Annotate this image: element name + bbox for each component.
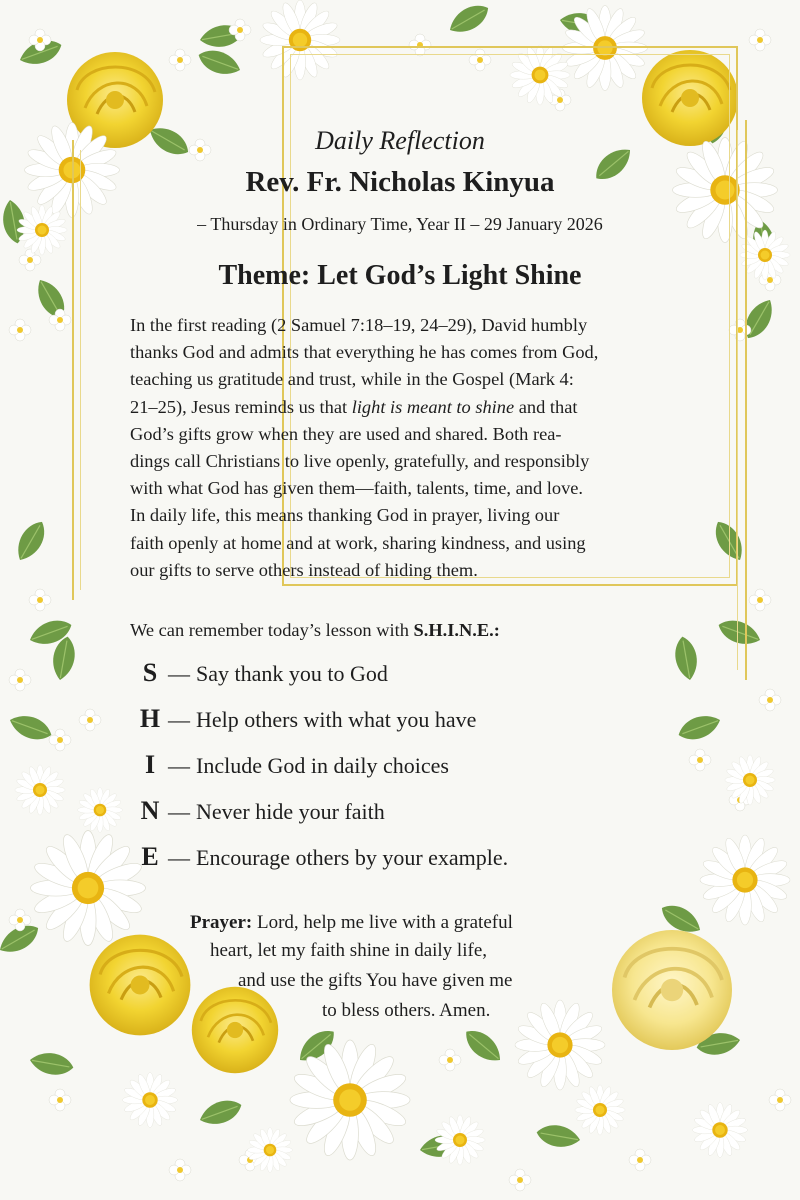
acrostic-acronym: S.H.I.N.E.: bbox=[413, 620, 500, 640]
acrostic-letter: N bbox=[140, 796, 160, 825]
acrostic-text: Say thank you to God bbox=[196, 661, 388, 686]
reflection-paragraph bbox=[130, 312, 720, 584]
date-line: – Thursday in Ordinary Time, Year II – 29 January 2026 bbox=[197, 214, 603, 234]
paragraph-line: In daily life, this means thanking God in prayer, living our bbox=[130, 505, 560, 526]
paragraph-line: dings call Christians to live openly, gratefully, and responsibly bbox=[130, 451, 590, 472]
prayer-line-3: and use the gifts You have given me bbox=[238, 970, 513, 991]
paragraph-line: thanks God and admits that everything he has comes from God, bbox=[130, 342, 599, 363]
emphasis-text: light is meant to shine bbox=[351, 396, 515, 417]
acrostic-intro-text: We can remember today’s lesson with bbox=[130, 620, 414, 640]
acrostic-item-h bbox=[136, 704, 476, 736]
paragraph-line: In the first reading (2 Samuel 7:18–19, 24–29), David humbly bbox=[130, 315, 588, 335]
dash: — bbox=[168, 753, 190, 778]
acrostic-letter: E bbox=[141, 842, 159, 871]
acrostic-letter: S bbox=[142, 658, 158, 687]
page-title: Daily Reflection bbox=[315, 126, 485, 155]
acrostic-text: Help others with what you have bbox=[196, 707, 477, 732]
dash: — bbox=[168, 845, 190, 870]
prayer-line-2: heart, let my faith shine in daily life, bbox=[210, 940, 488, 961]
prayer-line-1 bbox=[190, 912, 513, 934]
acrostic-letter: I bbox=[144, 750, 156, 779]
prayer-label: Prayer: bbox=[190, 912, 253, 933]
author-name: Rev. Fr. Nicholas Kinyua bbox=[245, 166, 555, 198]
paragraph-line: faith openly at home and at work, sharing kindness, and using bbox=[130, 532, 586, 553]
paragraph-text: 21–25), Jesus reminds us that bbox=[130, 396, 352, 417]
paragraph-line: our gifts to serve others instead of hiding them. bbox=[130, 559, 478, 580]
acrostic-item-i bbox=[136, 750, 449, 782]
dash: — bbox=[168, 661, 190, 686]
acrostic-text: Encourage others by your example. bbox=[196, 845, 509, 870]
acrostic-letter: H bbox=[139, 704, 161, 733]
acrostic-item-s bbox=[136, 658, 388, 690]
prayer-line-4: to bless others. Amen. bbox=[322, 1000, 491, 1021]
acrostic-intro bbox=[130, 620, 500, 641]
acrostic-item-n bbox=[136, 796, 385, 828]
paragraph-line bbox=[130, 394, 720, 421]
acrostic-item-e bbox=[136, 842, 508, 874]
acrostic-text: Include God in daily choices bbox=[196, 753, 449, 778]
paragraph-line: with what God has given them—faith, talents, time, and love. bbox=[130, 478, 584, 499]
dash: — bbox=[168, 799, 190, 824]
theme-heading: Theme: Let God’s Light Shine bbox=[218, 260, 582, 291]
dash: — bbox=[168, 707, 190, 732]
paragraph-text: and that bbox=[514, 396, 578, 417]
paragraph-line: God’s gifts grow when they are used and shared. Both rea- bbox=[130, 423, 562, 444]
paragraph-line: teaching us gratitude and trust, while in the Gospel (Mark 4: bbox=[130, 369, 574, 390]
acrostic-text: Never hide your faith bbox=[196, 799, 385, 824]
prayer-text: Lord, help me live with a grateful bbox=[252, 912, 513, 933]
